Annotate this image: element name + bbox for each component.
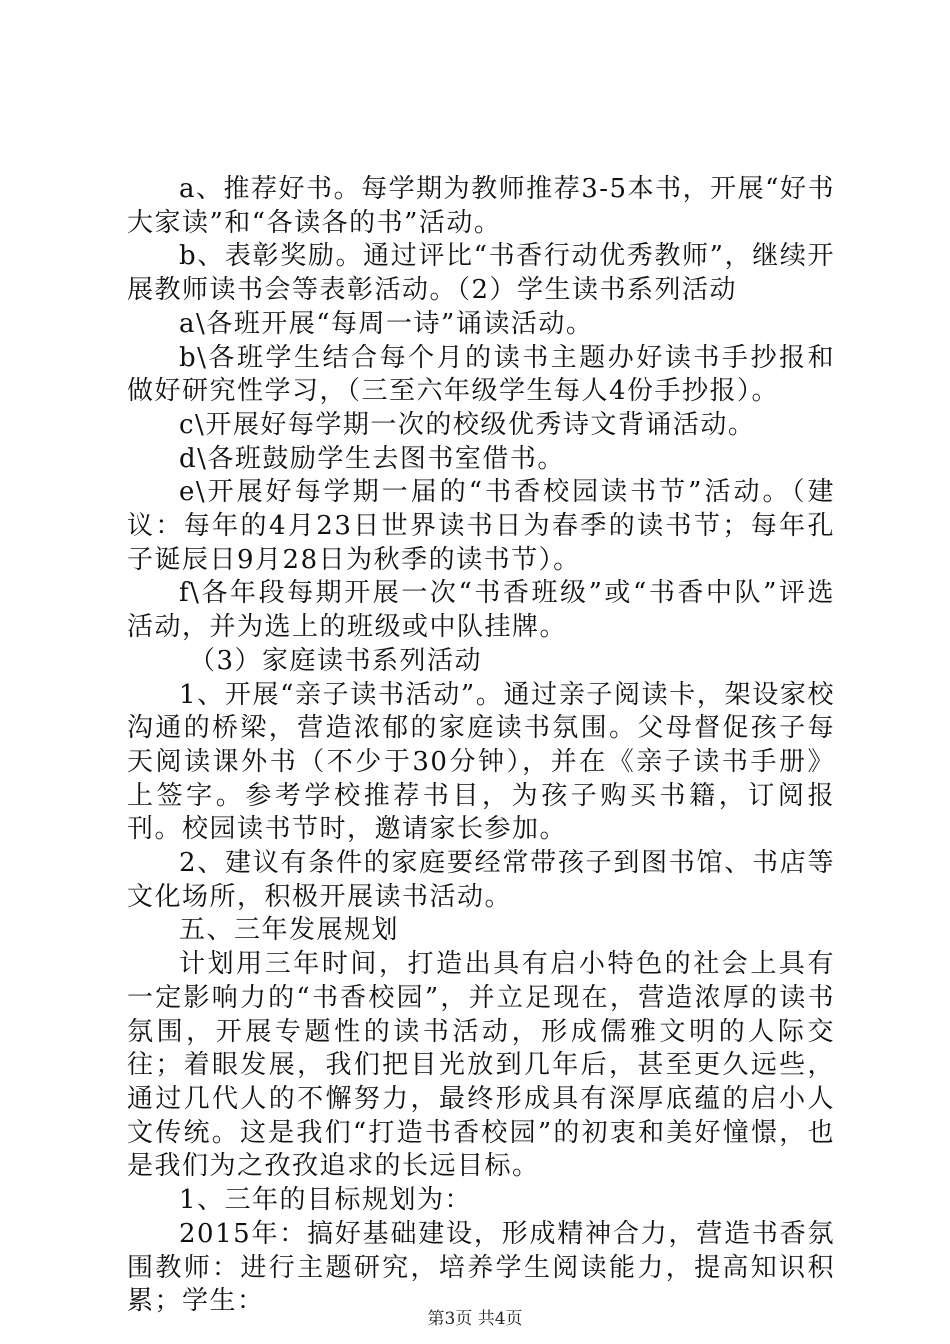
paragraph-recommend-books: a、推荐好书。每学期为教师推荐3-5本书，开展“好书大家读”和“各读各的书”活动。 <box>127 174 835 238</box>
paragraph-commendation: b、表彰奖励。通过评比“书香行动优秀教师”，继续开展教师读书会等表彰活动。（2）学生读书系列活动 <box>127 241 835 306</box>
paragraph-poetry-recitation: c\开展好每学期一次的校级优秀诗文背诵活动。 <box>179 409 756 440</box>
paragraph-goal-plan: 1、三年的目标规划为： <box>179 1185 473 1216</box>
paragraph-plan-description: 计划用三年时间，打造出具有启小特色的社会上具有一定影响力的“书香校园”，并立足现在，营造浓厚的读书氛围，开展专题性的读书活动，形成儒雅文明的人际交往；着眼发展，我们把目光放到几年后，甚至更久远些，通过几代人的不懈努力，最终形成具有深厚底蕴的启小人文传统。这是我们“打造书香校园”的初衷和美好憧憬，也是我们为之孜孜追求的长远目标。 <box>127 949 835 1182</box>
heading-three-year-plan: 五、三年发展规划 <box>179 915 400 946</box>
paragraph-class-selection: f\各年段每期开展一次“书香班级”或“书香中队”评选活动，并为选上的班级或中队挂牌。 <box>127 578 835 643</box>
paragraph-handwritten-newspaper: b\各班学生结合每个月的读书主题办好读书手抄报和做好研究性学习，（三至六年级学生每人4份手抄报）。 <box>127 342 835 407</box>
paragraph-parent-child-reading: 1、开展“亲子读书活动”。通过亲子阅读卡，架设家校沟通的桥梁，营造浓郁的家庭读书氛围。父母督促孩子每天阅读课外书（不少于30分钟），并在《亲子读书手册》上签字。参考学校推荐书目，为孩子购买书籍，订阅报刊。校园读书节时，邀请家长参加。 <box>127 679 835 845</box>
paragraph-weekly-poem: a\各班开展“每周一诗”诵读活动。 <box>179 308 594 339</box>
page-footer: 第3页 共4页 <box>427 1309 523 1329</box>
paragraph-family-library-visits: 2、建议有条件的家庭要经常带孩子到图书馆、书店等文化场所，积极开展读书活动。 <box>127 848 835 912</box>
paragraph-library-borrowing: d\各班鼓励学生去图书室借书。 <box>179 443 565 474</box>
document-body <box>127 173 835 1319</box>
paragraph-2015-goal: 2015年：搞好基础建设，形成精神合力，营造书香氛围教师：进行主题研究，培养学生阅读能力，提高知识积累；学生： <box>127 1218 835 1317</box>
heading-family-reading: （3）家庭读书系列活动 <box>189 645 483 676</box>
paragraph-reading-festival: e\开展好每学期一届的“书香校园读书节”活动。（建议：每年的4月23日世界读书日为春季的读书节；每年孔子诞辰日9月28日为秋季的读书节）。 <box>127 477 835 575</box>
